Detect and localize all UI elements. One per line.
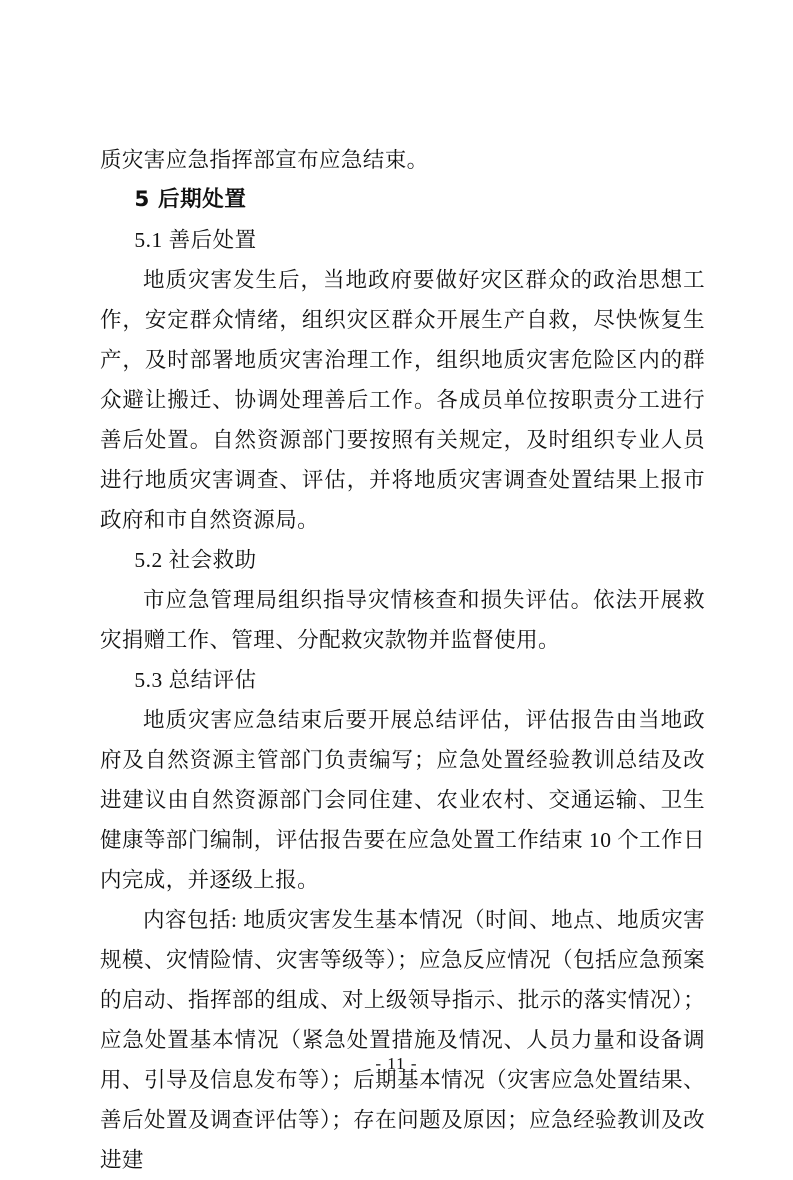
section-heading-5-1: 5.1 善后处置 [134,228,257,252]
section-heading-5: 5 后期处置 [134,187,247,212]
section-heading-5-2: 5.2 社会救助 [134,548,257,572]
paragraph-continuation: 质灾害应急指挥部宣布应急结束。 [100,148,429,172]
paragraph-5-3-body: 地质灾害应急结束后要开展总结评估，评估报告由当地政府及自然资源主管部门负责编写；应急处置经验教训总结及改进建议由自然资源部门会同住建、农业农村、交通运输、卫生健康等部门编制，评估报告要在应急处置工作结束 10 个工作日内完成，并逐级上报。 [100,708,705,892]
paragraph-5-1-body: 地质灾害发生后，当地政府要做好灾区群众的政治思想工作，安定群众情绪，组织灾区群众开展生产自救，尽快恢复生产，及时部署地质灾害治理工作，组织地质灾害危险区内的群众避让搬迁、协调处理善后工作。各成员单位按职责分工进行善后处置。自然资源部门要按照有关规定，及时组织专业人员进行地质灾害调查、评估，并将地质灾害调查处置结果上报市政府和市自然资源局。 [100,268,705,532]
paragraph-contents-list: 内容包括: 地质灾害发生基本情况（时间、地点、地质灾害规模、灾情险情、灾害等级等）；应急反应情况（包括应急预案的启动、指挥部的组成、对上级领导指示、批示的落实情况）；应急处置基本情况（紧急处置措施及情况、人员力量和设备调用、引导及信息发布等）；后期基本情况（灾害应急处置结果、善后处置及调查评估等）；存在问题及原因；应急经验教训及改进建 [100,908,705,1172]
section-heading-5-3: 5.3 总结评估 [134,668,257,692]
page-number: - 11 - [375,1054,418,1073]
paragraph-5-2-body: 市应急管理局组织指导灾情核查和损失评估。依法开展救灾捐赠工作、管理、分配救灾款物并监督使用。 [100,588,705,652]
document-body [100,140,705,1180]
